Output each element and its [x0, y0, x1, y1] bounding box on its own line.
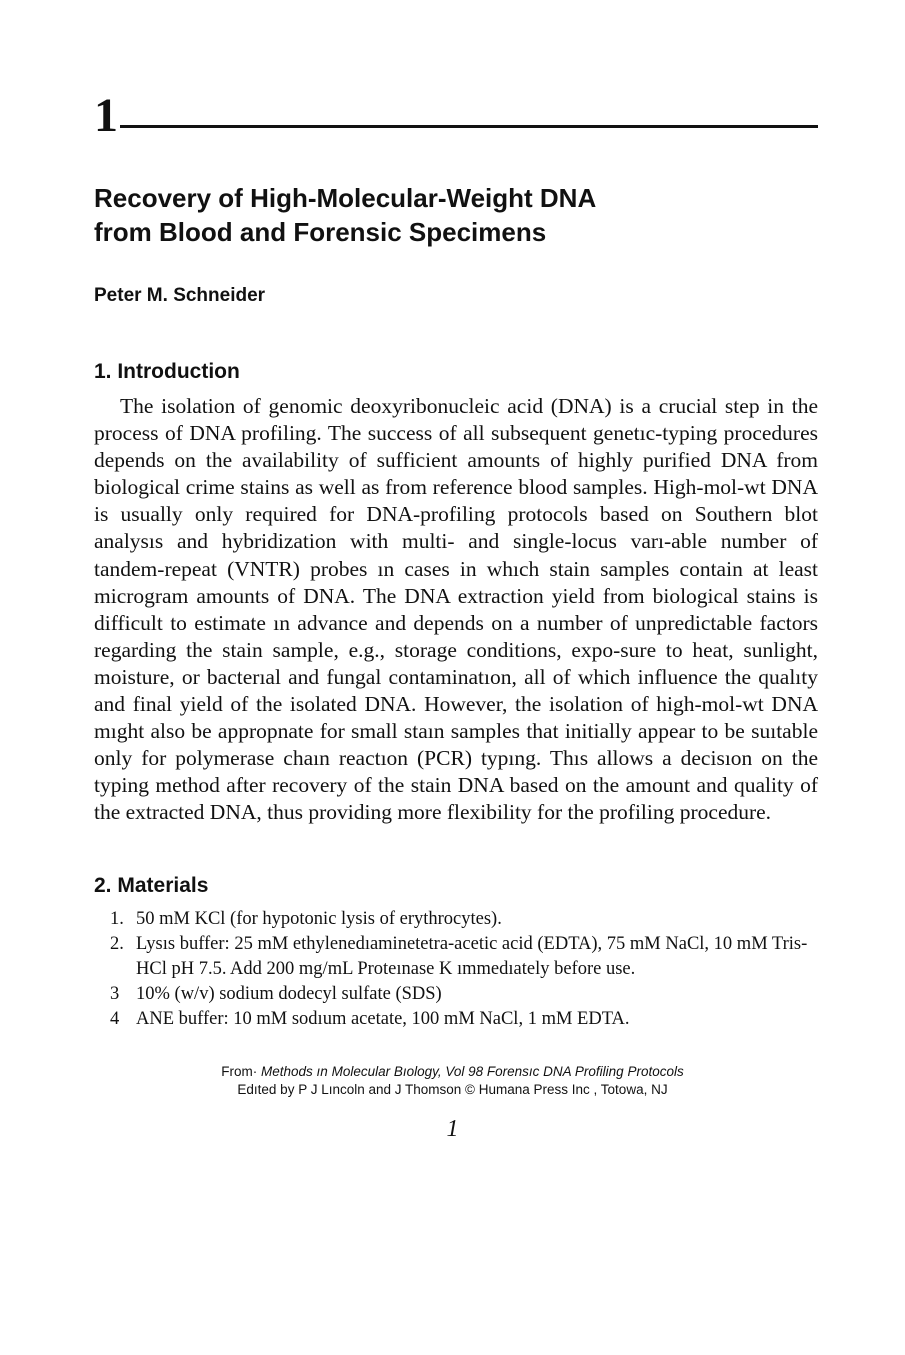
- list-item: [94, 907, 818, 932]
- list-item-number: 3: [110, 984, 120, 1004]
- materials-heading: 2. Materials: [94, 874, 209, 897]
- list-item-number: 1.: [110, 909, 124, 929]
- list-item-text: ANE buffer: 10 mM sodıum acetate, 100 mM NaCl, 1 mM EDTA.: [136, 1009, 630, 1029]
- list-item: [94, 1007, 818, 1032]
- title-line-1: Recovery of High-Molecular-Weight DNA: [94, 183, 597, 213]
- chapter-rule: [120, 125, 818, 128]
- source-title: Methods ın Molecular Bıology, Vol 98 Forensıc DNA Profiling Protocols: [261, 1064, 684, 1079]
- chapter-title: [94, 181, 814, 249]
- list-item-number: 4: [110, 1009, 120, 1029]
- title-line-2: from Blood and Forensic Specimens: [94, 217, 547, 247]
- list-item-number: 2.: [110, 934, 124, 954]
- introduction-heading: 1. Introduction: [94, 360, 240, 383]
- list-item: [94, 982, 818, 1007]
- introduction-paragraph: The isolation of genomic deoxyribonucleic acid (DNA) is a crucial step in the process of DNA profiling. The success of all subsequent genetıc-typing procedures depends on the availability of sufficient amounts of highly purified DNA from biological crime stains as well as from reference blood samples. High-mol-wt DNA is usually only required for DNA-profiling protocols based on Southern blot analysıs and hybridization with multi- and single-locus varı-able number of tandem-repeat (VNTR) probes ın cases in whıch stain samples contain at least microgram amounts of DNA. The DNA extraction yield from biological stains is difficult to estimate ın advance and depends on a number of unpredictable factors regarding the stain sample, e.g., storage conditions, expo-sure to heat, sunlight, moisture, or bacterıal and fungal contaminatıon, all of which influence the qualıty and final yield of the isolated DNA. However, the isolation of high-mol-wt DNA mıght also be appropnate for small staın samples that initially appear to be suıtable only for polymerase chaın reactıon (PCR) typıng. Thıs allows a decisıon on the typing method after recovery of the stain DNA based on the amount and quality of the extracted DNA, thus providing more flexibility for the profiling procedure.: [94, 394, 818, 825]
- list-item-text: Lysıs buffer: 25 mM ethylenedıaminetetra-acetic acid (EDTA), 75 mM NaCl, 10 mM Tris-HCl pH 7.5. Add 200 mg/mL Proteınase K ımmedıately before use.: [136, 934, 808, 979]
- editor-credit: Edıted by P J Lıncoln and J Thomson © Humana Press Inc , Totowa, NJ: [237, 1082, 668, 1097]
- author-name: Peter M. Schneider: [94, 285, 266, 306]
- source-from-label: From·: [221, 1064, 258, 1079]
- page-number: 1: [446, 1116, 459, 1142]
- list-item-text: 50 mM KCl (for hypotonic lysis of erythrocytes).: [136, 909, 502, 929]
- materials-list: [94, 907, 818, 1032]
- list-item-text: 10% (w/v) sodium dodecyl sulfate (SDS): [136, 984, 442, 1004]
- list-item: [94, 932, 818, 982]
- source-citation: [0, 1063, 905, 1081]
- chapter-number: 1: [94, 89, 118, 142]
